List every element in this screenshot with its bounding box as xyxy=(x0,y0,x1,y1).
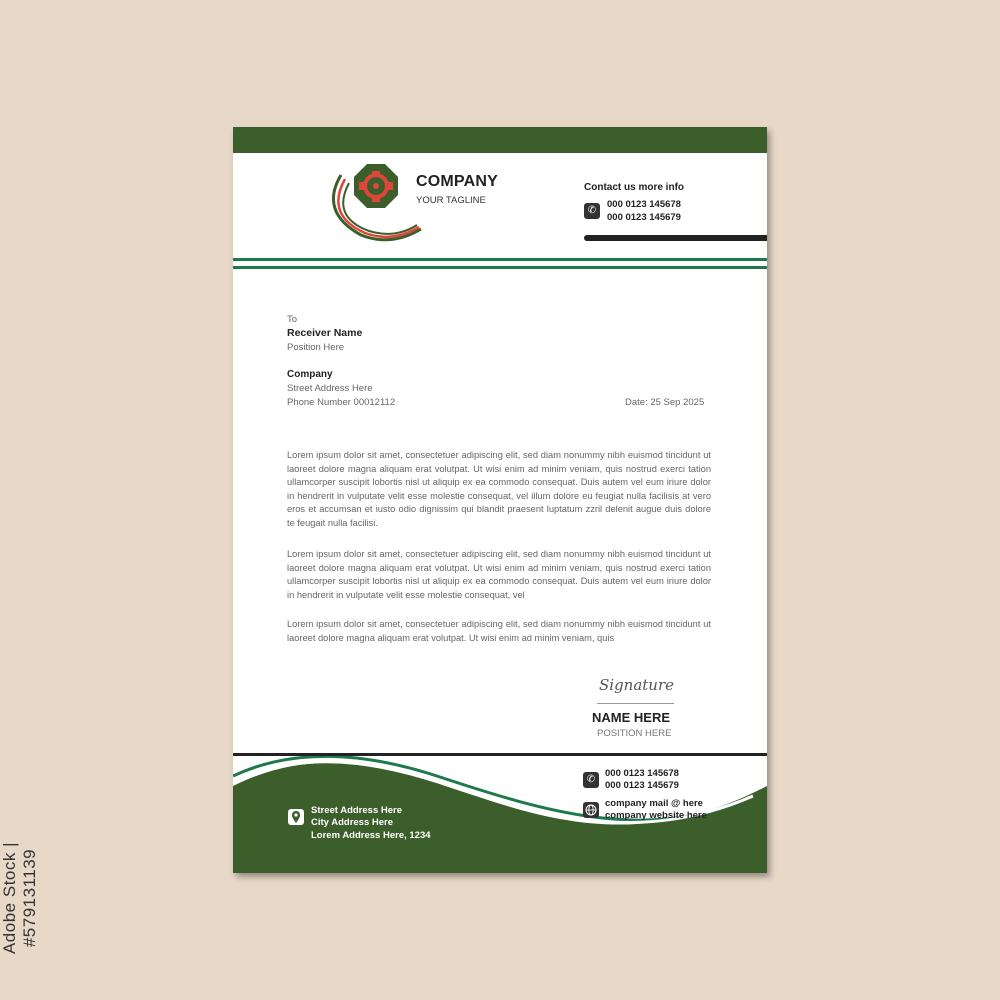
footer-website: company website here xyxy=(605,810,707,821)
footer-mail: company mail @ here xyxy=(605,798,703,809)
company-tagline: YOUR TAGLINE xyxy=(416,195,486,206)
body-paragraph-2: Lorem ipsum dolor sit amet, consectetuer adipiscing elit, sed diam nonummy nibh euismod tincidunt ut laoreet dolore magna aliquam erat volutpat. Ut wisi enim ad minim veniam, quis nostrud exerci tation ullamcorper suscipit lobortis nisl ut aliquip ex ea commodo consequat. Duis autem vel eum iriure dolor in hendrerit in vulputate velit esse molestie consequat, vel xyxy=(287,549,711,600)
body-paragraph-3: Lorem ipsum dolor sit amet, consectetuer adipiscing elit, sed diam nonummy nibh euismod tincidunt ut laoreet dolore magna aliquam erat volutpat. Ut wisi enim ad minim veniam, quis xyxy=(287,619,711,643)
letter-date: Date: 25 Sep 2025 xyxy=(625,397,705,408)
footer-address-1: Street Address Here xyxy=(311,805,402,816)
header-phone-2: 000 0123 145679 xyxy=(607,212,681,223)
signer-position: POSITION HERE xyxy=(597,728,672,739)
recipient-phone: Phone Number 00012112 xyxy=(287,397,396,408)
signature-line xyxy=(597,703,674,704)
to-label: To xyxy=(287,314,298,325)
contact-title: Contact us more info xyxy=(584,182,685,193)
header-phone-1: 000 0123 145678 xyxy=(607,199,681,210)
phone-icon: ✆ xyxy=(584,203,600,219)
receiver-name: Receiver Name xyxy=(287,327,363,339)
body-paragraph-1: Lorem ipsum dolor sit amet, consectetuer adipiscing elit, sed diam nonummy nibh euismod tincidunt ut laoreet dolore magna aliquam erat volutpat. Ut wisi enim ad minim veniam, quis nostrud exerci tation ullamcorper suscipit lobortis nisl ut aliquip ex ea commodo consequat. Duis autem vel eum iriure dolor in hendrerit in vulputate velit esse molestie consequat, vel illum dolore eu feugiat nulla facilisis at vero eros et accumsan et iusto odio dignissim qui blandit praesent luptatum zzril delenit augue duis dolore te feugait nulla facilisi. xyxy=(287,450,711,528)
recipient-company: Company xyxy=(287,369,333,380)
footer-phone-2: 000 0123 145679 xyxy=(605,780,679,791)
header-black-bar xyxy=(584,235,767,241)
footer-phone-icon: ✆ xyxy=(583,772,599,788)
recipient-street: Street Address Here xyxy=(287,383,373,394)
top-band xyxy=(233,127,767,153)
footer-address-2: City Address Here xyxy=(311,817,394,828)
header-green-line-2 xyxy=(233,266,767,269)
logo-mark-icon xyxy=(321,157,431,257)
stock-id-label: Adobe Stock | #579131139 xyxy=(0,841,39,955)
header-green-line-1 xyxy=(233,258,767,261)
company-name: COMPANY xyxy=(416,173,498,190)
footer-address-3: Lorem Address Here, 1234 xyxy=(311,830,431,841)
globe-icon xyxy=(583,802,599,818)
footer-phone-1: 000 0123 145678 xyxy=(605,768,679,779)
receiver-position: Position Here xyxy=(287,342,345,353)
letterhead-sheet xyxy=(233,127,767,873)
signer-name: NAME HERE xyxy=(592,710,671,725)
signature-script: Signature xyxy=(599,676,675,694)
location-pin-icon xyxy=(288,809,304,825)
